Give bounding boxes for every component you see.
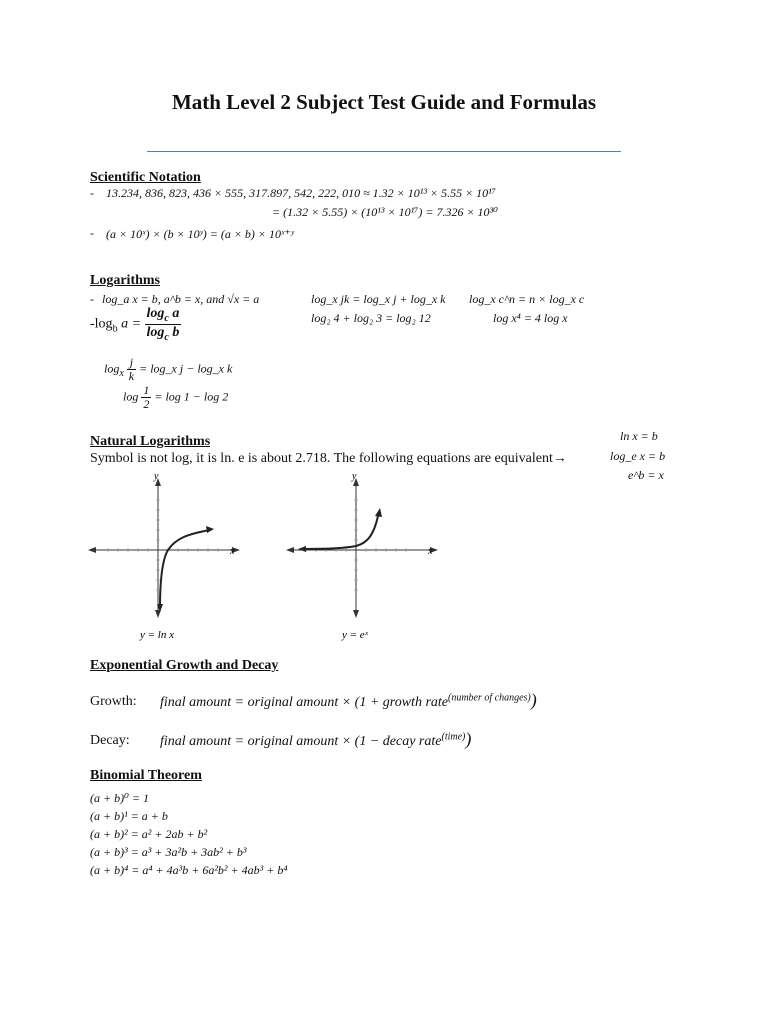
binomial-row-1: (a + b)¹ = a + b [90, 809, 168, 823]
decay-exponent: (time) [441, 731, 466, 743]
binomial-row-0: (a + b)⁰ = 1 [90, 791, 149, 805]
quot-num: j [127, 356, 136, 370]
growth-label: Growth: [90, 694, 137, 709]
exp-equation: e^b = x [628, 468, 664, 482]
ln-equation: ln x = b [620, 429, 658, 443]
decay-label: Decay: [90, 733, 130, 748]
ln-graph-ticks [108, 500, 218, 590]
sci-line-1: 13.234, 836, 823, 436 × 555, 317.897, 542, 222, 010 ≈ 1.32 × 10¹³ × 5.55 × 10¹⁷ [106, 186, 496, 200]
log-power-example: log x⁴ = 4 log x [493, 311, 568, 325]
sci-line-3: (a × 10ˣ) × (b × 10ʸ) = (a × b) × 10ˣ⁺ʸ [106, 227, 294, 241]
ln-caption: y = ln x [140, 629, 174, 641]
log-product-example: log₂ 4 + log₂ 3 = log₂ 12 [311, 311, 431, 325]
sci-line-2: = (1.32 × 5.55) × (10¹³ × 10¹⁷) = 7.326 × 10³⁰ [272, 205, 498, 219]
half-num: 1 [143, 383, 150, 397]
change-den-b: b [172, 324, 180, 340]
natural-log-sentence: Symbol is not log, it is ln. e is about 2.718. The following equations are equivalent [90, 451, 553, 466]
log-quotient-rule [104, 356, 232, 383]
exp-axis-x: x [428, 546, 433, 557]
log-half-example [123, 384, 228, 411]
natural-log-text [90, 451, 567, 467]
change-a: a = [121, 316, 142, 332]
change-fraction [145, 306, 182, 343]
quot-log: log [104, 361, 120, 376]
quot-sub: x [119, 367, 124, 379]
decay-formula-text: final amount = original amount × (1 − decay rate [160, 734, 442, 749]
change-sub: b [112, 323, 118, 335]
exp-curve-up-arrow [375, 508, 382, 517]
sci-dash-2: - [90, 226, 94, 240]
binomial-heading: Binomial Theorem [90, 768, 202, 783]
binomial-row-3: (a + b)³ = a³ + 3a²b + 3ab² + b³ [90, 845, 247, 859]
exp-axis-y: y [352, 471, 357, 482]
quot-den: k [128, 369, 135, 384]
quot-rhs: = log_x j − log_x k [139, 361, 233, 376]
ln-axis-x: x [230, 546, 235, 557]
change-den-log: log [146, 324, 165, 340]
ln-axis-y: y [154, 471, 159, 482]
ln-curve-arrow [206, 526, 214, 533]
half-rhs: = log 1 − log 2 [154, 389, 229, 404]
change-num-a: a [172, 306, 180, 321]
page-title: Math Level 2 Subject Test Guide and Formulas [171, 90, 597, 114]
exp-graph [286, 470, 446, 650]
scientific-notation-heading: Scientific Notation [90, 170, 201, 185]
logarithms-heading: Logarithms [90, 273, 160, 288]
log-product-rule: log_x jk = log_x j + log_x k [311, 292, 446, 306]
sci-dash-1: - [90, 186, 94, 200]
change-prefix: -log [90, 316, 113, 332]
half-log: log [123, 389, 139, 404]
change-num-log: log [146, 306, 165, 321]
arrow-icon: → [552, 451, 567, 466]
exp-curve [304, 516, 378, 549]
change-den-sub: c [164, 331, 169, 343]
ln-curve [160, 530, 210, 608]
log-def: log_a x = b, a^b = x, and √x = a [102, 292, 260, 306]
half-den: 2 [143, 397, 150, 412]
binomial-row-4: (a + b)⁴ = a⁴ + 4a³b + 6a²b² + 4ab³ + b⁴ [90, 863, 288, 877]
change-num-sub: c [164, 312, 169, 324]
growth-formula-text: final amount = original amount × (1 + growth rate [160, 695, 448, 710]
exp-caption: y = eˣ [342, 629, 368, 641]
ln-graph-axes [88, 478, 240, 618]
decay-formula: final amount = original amount × (1 − decay rate$^{(time)}$) [160, 729, 472, 749]
change-of-base-formula [90, 306, 181, 343]
natural-log-heading: Natural Logarithms [90, 434, 211, 449]
title-divider [147, 151, 621, 152]
exp-curve-left-arrow [298, 546, 306, 552]
growth-decay-heading: Exponential Growth and Decay [90, 658, 279, 673]
binomial-row-2: (a + b)² = a² + 2ab + b² [90, 827, 208, 841]
log-power-rule: log_x c^n = n × log_x c [469, 292, 585, 306]
growth-exponent: (number of changes) [448, 692, 531, 704]
growth-formula: final amount = original amount × (1 + growth rate$^{(number of changes)}$) [160, 690, 537, 710]
ln-graph [88, 470, 248, 650]
log-dash: - [90, 292, 94, 306]
loge-equation: log_e x = b [610, 449, 666, 463]
